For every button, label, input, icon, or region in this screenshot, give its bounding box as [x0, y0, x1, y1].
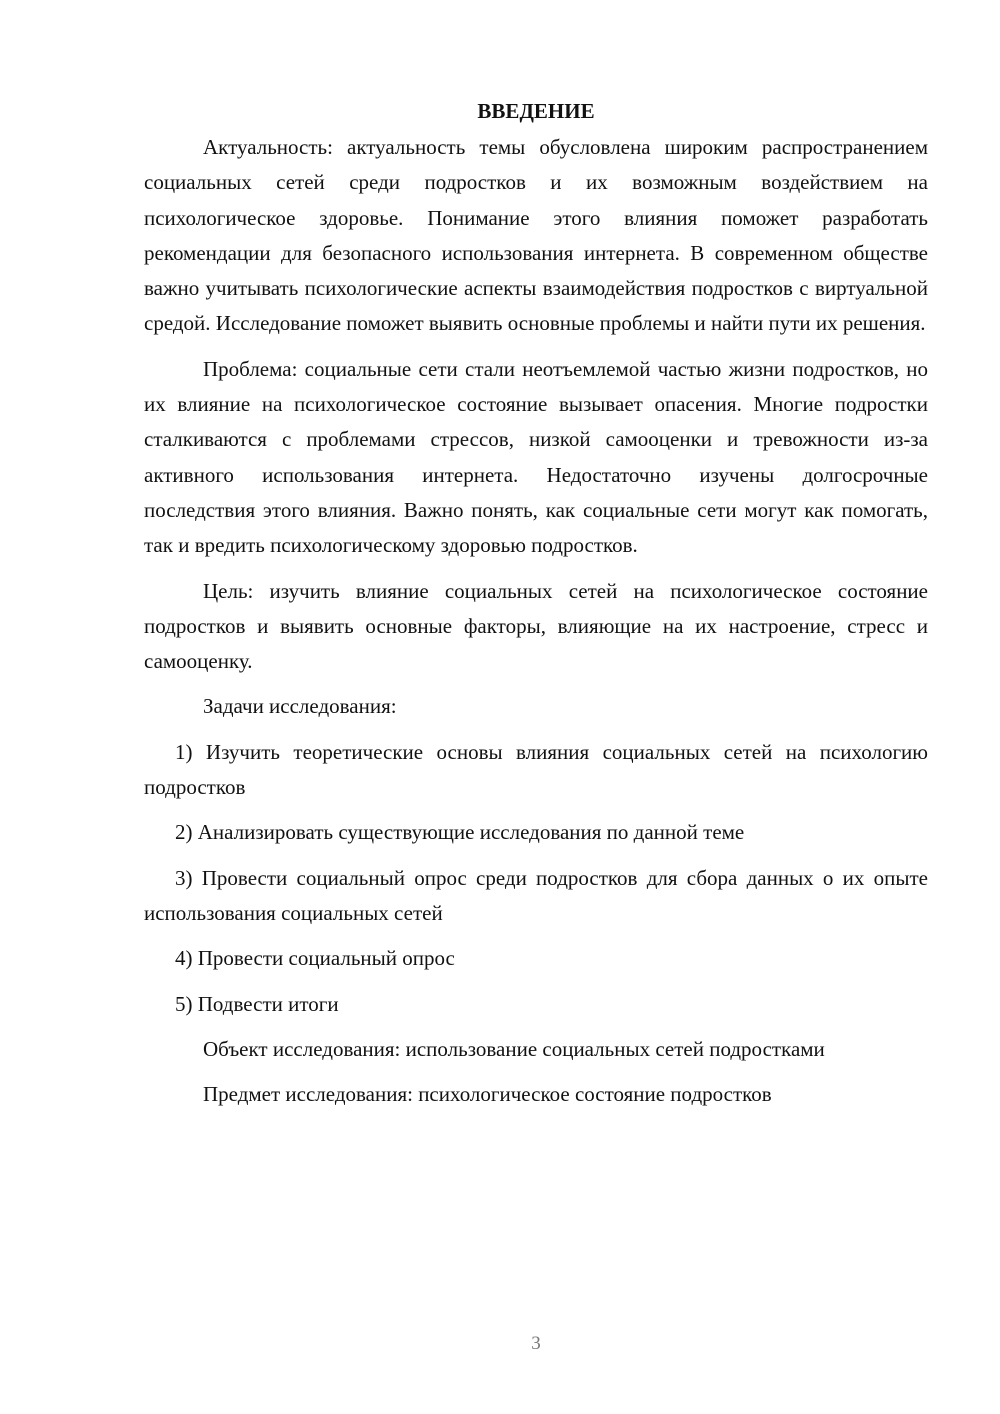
object-paragraph: Объект исследования: использование социальных сетей подростками: [203, 1036, 825, 1061]
task-item: 2) Анализировать существующие исследования по данной теме: [175, 820, 745, 845]
problem-paragraph: Проблема: социальные сети стали неотъемлемой частью жизни подростков, но их влияние на психологическое состояние вызывает опасения. Многие подростки сталкиваются с проблемами стрессов, низкой самооценки и тревожности из-за активного использования интернета. Недостаточно изучены долгосрочные последствия этого влияния. Важно понять, как социальные сети могут как помогать, так и вредить психологическому здоровью подростков.: [144, 356, 928, 558]
section-heading: ВВЕДЕНИЕ: [477, 99, 595, 123]
task-item: 1) Изучить теоретические основы влияния социальных сетей на психологию подростков: [144, 739, 928, 800]
page-number: 3: [531, 1333, 541, 1354]
subject-paragraph: Предмет исследования: психологическое состояние подростков: [203, 1082, 772, 1107]
tasks-list: [144, 735, 928, 1022]
task-item: 4) Провести социальный опрос: [175, 946, 455, 971]
tasks-title: Задачи исследования:: [203, 694, 397, 719]
task-item: 5) Подвести итоги: [175, 991, 339, 1016]
task-item: 3) Провести социальный опрос среди подростков для сбора данных о их опыте использования социальных сетей: [144, 865, 928, 925]
relevance-paragraph: Актуальность: актуальность темы обусловлена широким распространением социальных сетей среди подростков и их возможным воздействием на психологическое здоровье. Понимание этого влияния поможет разработать рекомендации для безопасного использования интернета. В современном обществе важно учитывать психологические аспекты взаимодействия подростков с виртуальной средой. Исследование поможет выявить основные проблемы и найти пути их решения.: [144, 135, 928, 336]
document-page: [144, 96, 928, 1122]
goal-paragraph: Цель: изучить влияние социальных сетей на психологическое состояние подростков и выявить основные факторы, влияющие на их настроение, стресс и самооценку.: [144, 578, 928, 674]
